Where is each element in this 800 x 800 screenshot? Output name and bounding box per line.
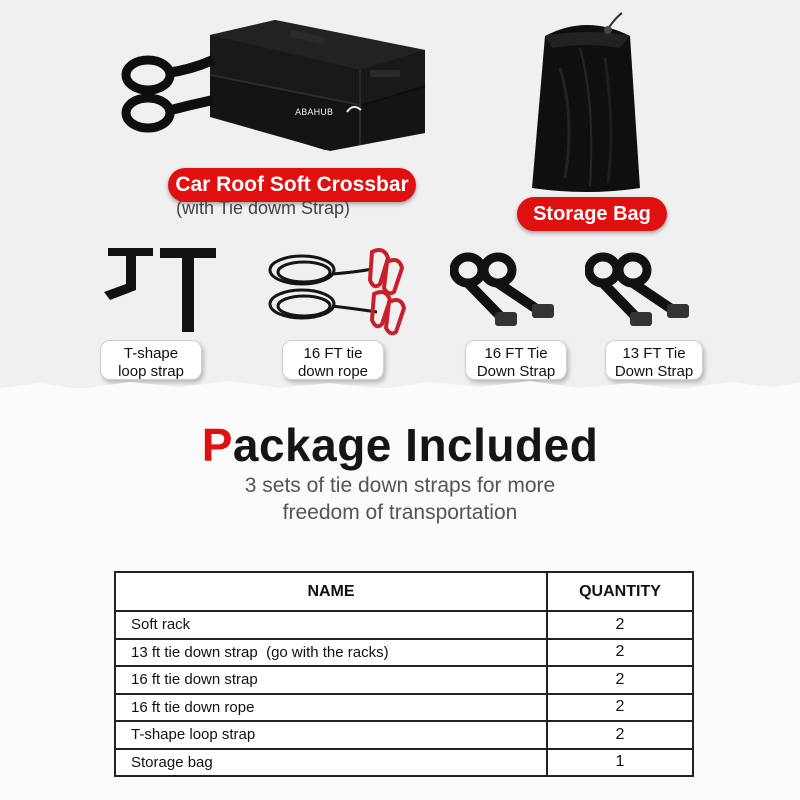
row-quantity: 1	[547, 749, 693, 777]
table-row	[115, 639, 693, 667]
soft-crossbar-image	[115, 15, 440, 165]
tie-down-rope-image	[262, 244, 412, 339]
torn-edge	[0, 374, 800, 394]
row-name: 16 ft tie down strap	[115, 666, 547, 694]
t-shape-strap-image	[98, 240, 218, 335]
row-quantity: 2	[547, 666, 693, 694]
accessory-label-line2: Down Strap	[476, 363, 556, 380]
table-row	[115, 611, 693, 639]
accessory-label-line1: 16 FT tie	[303, 345, 363, 362]
row-name: Soft rack	[115, 611, 547, 639]
name-column-header: NAME	[115, 572, 547, 611]
row-name: T-shape loop strap	[115, 721, 547, 749]
accessory-label-line1: 13 FT Tie	[622, 345, 686, 362]
accessory-label-line2: Down Strap	[614, 363, 694, 380]
row-name: Storage bag	[115, 749, 547, 777]
row-quantity: 2	[547, 694, 693, 722]
description-line1: 3 sets of tie down straps for more	[244, 474, 556, 497]
row-quantity: 2	[547, 611, 693, 639]
accessory-label-line1: 16 FT Tie	[484, 345, 548, 362]
quantity-column-header: QUANTITY	[547, 572, 693, 611]
16ft-tie-down-strap-image	[450, 250, 560, 335]
accessory-label-line1: T-shape	[123, 345, 179, 362]
table-row	[115, 749, 693, 777]
13ft-tie-down-strap-image	[585, 250, 695, 335]
row-name: 16 ft tie down rope	[115, 694, 547, 722]
crossbar-sublabel: (with Tie dowm Strap)	[176, 198, 351, 218]
row-quantity: 2	[547, 639, 693, 667]
title-first-letter: P	[201, 419, 233, 471]
page-title	[0, 418, 800, 472]
description-line2: freedom of transportation	[282, 501, 518, 524]
table-row	[115, 694, 693, 722]
storage-bag-label: Storage Bag	[517, 197, 667, 231]
crossbar-label: Car Roof Soft Crossbar	[168, 168, 416, 202]
row-quantity: 2	[547, 721, 693, 749]
table-row	[115, 666, 693, 694]
title-rest: ackage Included	[232, 419, 599, 471]
row-name: 13 ft tie down strap (go with the racks)	[115, 639, 547, 667]
table-row	[115, 721, 693, 749]
package-table	[114, 571, 694, 777]
storage-bag-image	[520, 8, 655, 196]
accessory-label-line2: loop strap	[118, 363, 184, 380]
accessory-label-line2: down rope	[297, 363, 369, 380]
table-header-row	[115, 572, 693, 611]
brand-logo: ABAHUB	[295, 108, 334, 118]
description	[0, 472, 800, 526]
